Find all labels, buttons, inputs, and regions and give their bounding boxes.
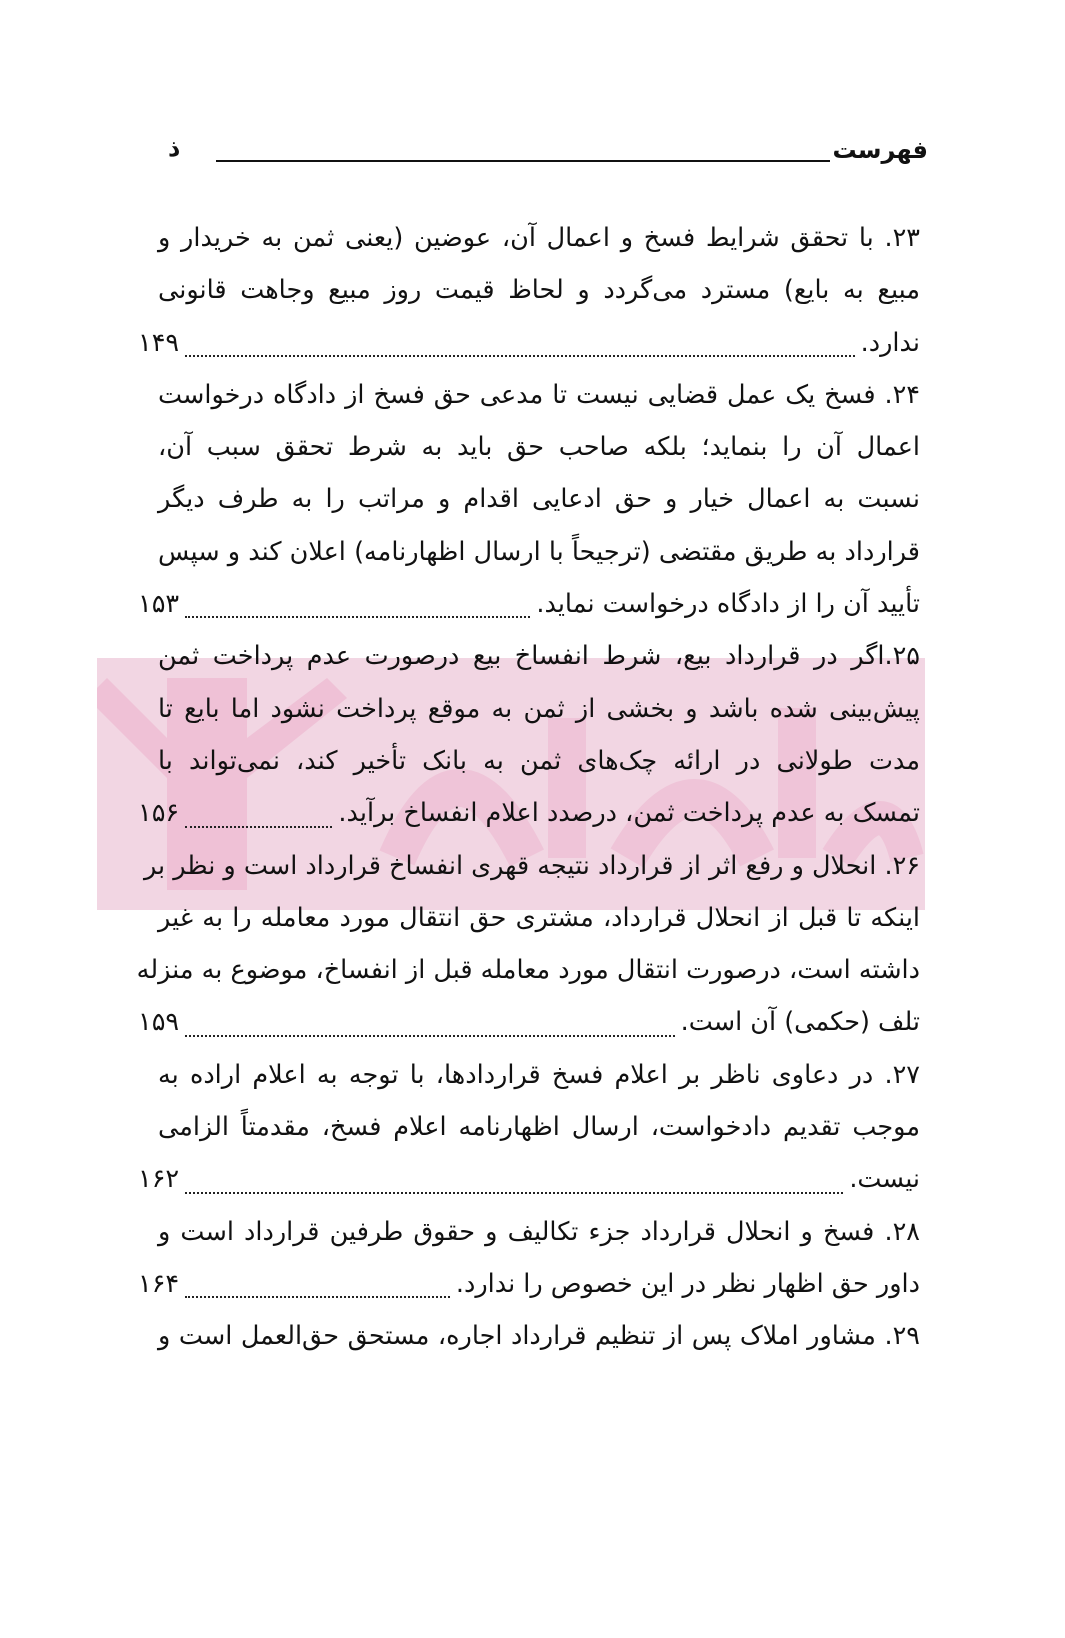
toc-entry-text: ۲۵.اگر در قرارداد بیع، شرط انفساخ بیع درصورت عدم پرداخت ثمن <box>158 641 920 672</box>
toc-entry-text: ۲۳. با تحقق شرایط فسخ و اعمال آن، عوضین (یعنی ثمن به خریدار و <box>158 223 920 253</box>
toc-entry-line <box>138 840 920 892</box>
dot-leader <box>185 826 332 828</box>
toc-entry-line <box>138 1310 920 1362</box>
toc-entry-text: ندارد. <box>860 327 920 358</box>
toc-entry-line <box>138 787 920 839</box>
header-page-letter: ذ <box>168 134 181 162</box>
toc-entry-text: مدت طولانی در ارائه چک‌های ثمن به بانک تأخیر کند، نمی‌تواند با <box>158 745 920 776</box>
toc-entry-text: پیش‌بینی شده باشد و بخشی از ثمن به موقع پرداخت نشود اما بایع تا <box>158 693 920 724</box>
toc-entry-line <box>138 892 920 944</box>
toc-entry-line <box>138 578 920 630</box>
toc-entry-text: تلف (حکمی) آن است. <box>680 1007 920 1038</box>
toc-entry-line <box>138 526 920 578</box>
toc-entry[interactable] <box>138 1310 920 1362</box>
toc-entry[interactable] <box>138 1206 920 1311</box>
toc-entry-line <box>138 683 920 735</box>
header-title: فهرست <box>832 136 928 164</box>
toc-entry-text: نسبت به اعمال خیار و حق ادعایی اقدام و مراتب را به طرف دیگر <box>158 484 920 515</box>
toc-entry-line <box>138 735 920 787</box>
toc-entry-line <box>138 630 920 682</box>
toc-entry[interactable] <box>138 1049 920 1206</box>
toc-entry-line <box>138 1258 920 1310</box>
toc-entry-text: مبیع به بایع) مسترد می‌گردد و لحاظ قیمت روز مبیع وجاهت قانونی <box>158 275 920 306</box>
toc-entry[interactable] <box>138 369 920 630</box>
toc-entry-text: اعمال آن را بنماید؛ بلکه صاحب حق باید به شرط تحقق سبب آن، <box>158 432 920 463</box>
toc-entry-text: ۲۷. در دعاوی ناظر بر اعلام فسخ قراردادها، با توجه به اعلام اراده به <box>158 1059 920 1090</box>
toc-entry-line <box>138 264 920 316</box>
toc-entry-text: ۲۶. انحلال و رفع اثر از قرارداد نتیجه قهری انفساخ قرارداد است و نظر بر <box>143 850 920 881</box>
toc-entry-line <box>138 1049 920 1101</box>
header-rule <box>216 160 830 162</box>
dot-leader <box>185 616 530 618</box>
dot-leader <box>185 1192 843 1194</box>
toc-entry[interactable] <box>138 840 920 1049</box>
toc-entry-text: نیست. <box>849 1164 920 1195</box>
toc-entry-text: ۲۸. فسخ و انحلال قرارداد جزء تکالیف و حقوق طرفین قرارداد است و <box>158 1216 920 1247</box>
toc-page-number[interactable]: ۱۵۳ <box>138 589 180 620</box>
toc-entry-line <box>138 996 920 1048</box>
dot-leader <box>185 355 855 357</box>
toc-entry-line <box>138 212 920 264</box>
toc-entry-text: ۲۹. مشاور املاک پس از تنظیم قرارداد اجاره، مستحق حق‌العمل است و <box>158 1321 920 1352</box>
toc-page-number[interactable]: ۱۴۹ <box>138 327 180 358</box>
toc-entry-text: موجب تقدیم دادخواست، ارسال اظهارنامه اعلام فسخ، مقدمتاً الزامی <box>158 1112 920 1143</box>
toc-list <box>138 212 920 1363</box>
toc-entry-line <box>138 944 920 996</box>
toc-entry-line <box>138 473 920 525</box>
toc-entry-line <box>138 1206 920 1258</box>
toc-entry-line <box>138 1153 920 1205</box>
running-header <box>168 136 928 176</box>
toc-entry-text: اینکه تا قبل از انحلال قرارداد، مشتری حق انتقال مورد معامله را به غیر <box>158 902 920 933</box>
toc-page-number[interactable]: ۱۶۲ <box>138 1164 180 1195</box>
toc-entry-line <box>138 369 920 421</box>
toc-entry-text: ۲۴. فسخ یک عمل قضایی نیست تا مدعی حق فسخ از دادگاه درخواست <box>158 379 920 410</box>
toc-entry-line <box>138 421 920 473</box>
toc-entry-text: تأیید آن را از دادگاه درخواست نماید. <box>536 589 920 620</box>
toc-entry-line <box>138 1101 920 1153</box>
dot-leader <box>185 1296 450 1298</box>
toc-entry[interactable] <box>138 630 920 839</box>
toc-entry[interactable] <box>138 212 920 369</box>
toc-entry-text: داور حق اظهار نظر در این خصوص را ندارد. <box>455 1268 920 1299</box>
toc-entry-text: داشته است، درصورت انتقال مورد معامله قبل از انفساخ، موضوع به منزله <box>136 955 920 986</box>
toc-page-number[interactable]: ۱۵۹ <box>138 1007 180 1038</box>
dot-leader <box>185 1035 675 1037</box>
toc-entry-text: تمسک به عدم پرداخت ثمن، درصدد اعلام انفساخ برآید. <box>338 798 920 829</box>
toc-page-number[interactable]: ۱۶۴ <box>138 1268 180 1299</box>
toc-entry-line <box>138 317 920 369</box>
toc-page-number[interactable]: ۱۵۶ <box>138 798 180 829</box>
toc-entry-text: قرارداد به طریق مقتضی (ترجیحاً با ارسال اظهارنامه) اعلان کند و سپس <box>158 536 920 567</box>
